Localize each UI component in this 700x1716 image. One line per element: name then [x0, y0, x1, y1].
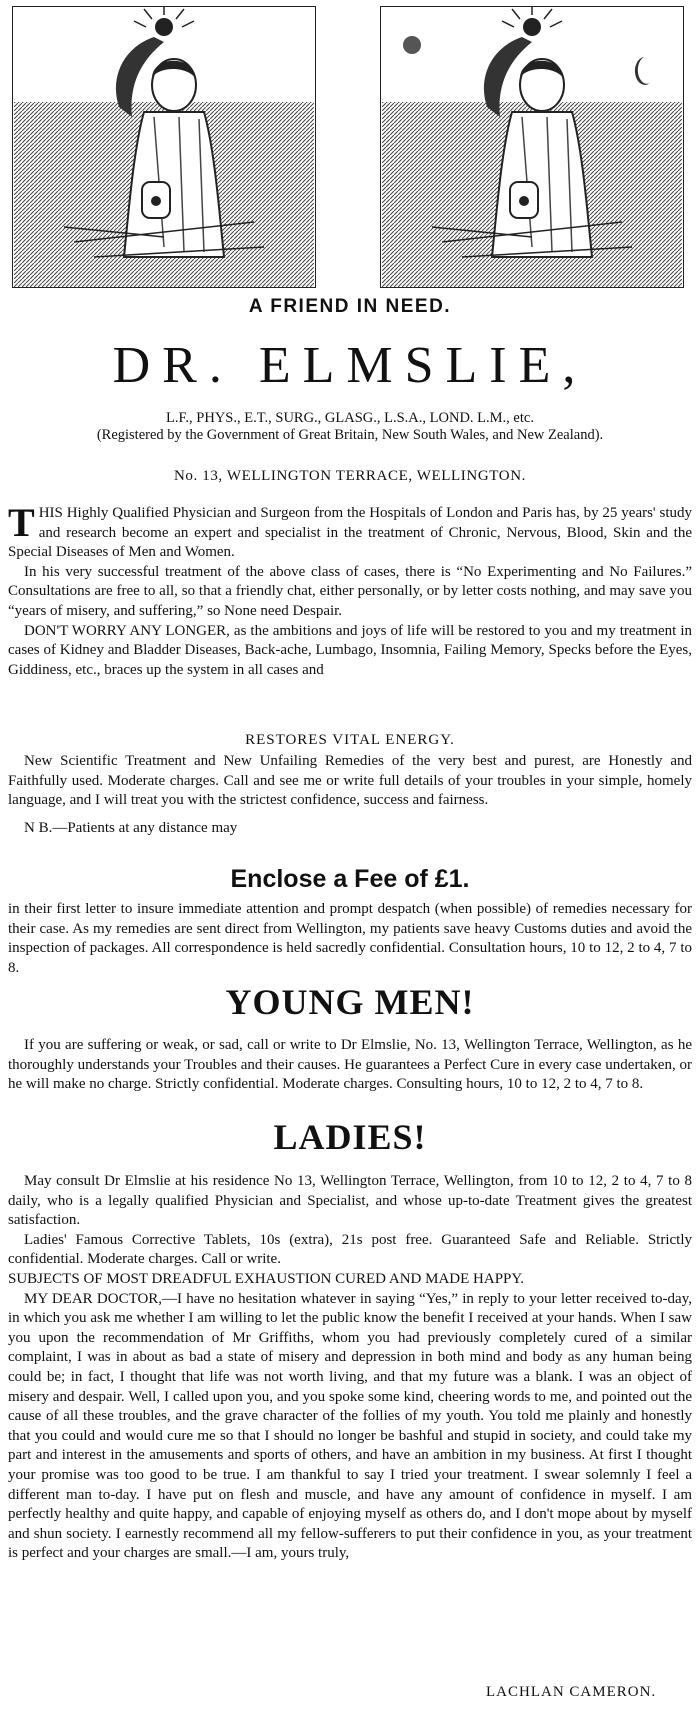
young-men-heading: YOUNG MEN!: [225, 982, 475, 1022]
intro-paragraph: [8, 500, 692, 563]
intro-text: HIS Highly Qualified Physician and Surgeon from the Hospitals of London and Paris has, by 25 years' study and research become an expert and specialist in the treatment of Chronic, Nervous, Blood, Skin and the Special Diseases of Men and Women.: [8, 505, 692, 561]
young-men-section: [8, 1036, 692, 1095]
drop-cap: T: [8, 500, 35, 545]
address-line: No. 13, WELLINGTON TERRACE, WELLINGTON.: [174, 468, 526, 484]
credentials-line: L.F., PHYS., E.T., SURG., GLASG., L.S.A., LOND. L.M., etc.: [166, 410, 534, 426]
signature: LACHLAN CAMERON.: [486, 1684, 657, 1700]
intro-section: [8, 500, 692, 680]
fee-paragraph: in their first letter to insure immediate attention and prompt despatch (when possible) of remedies necessary for their case. As my remedies are sent direct from Wellington, my patients save heavy Customs duties and avoid the inspection of packages. All correspondence is held sacredly confidential. Consultation hours, 10 to 12, 2 to 4, 7 to 8.: [8, 901, 692, 976]
nb-paragraph: N B.—Patients at any distance may: [24, 819, 238, 836]
friend-in-need-heading: A FRIEND IN NEED.: [248, 296, 452, 317]
ladies-paragraph: May consult Dr Elmslie at his residence No 13, Wellington Terrace, Wellington, from 10 to 12, 2 to 4, 7 to 8 daily, who is a legally qualified Physician and Specialist, and whose up-to-date Treatment gives the greatest satisfaction.: [8, 1173, 692, 1229]
registration-line: (Registered by the Government of Great Britain, New South Wales, and New Zealand).: [96, 427, 604, 443]
credentials-block: [30, 410, 670, 444]
fee-section: [8, 900, 692, 978]
scientific-paragraph: New Scientific Treatment and New Unfailing Remedies of the very best and purest, are Honestly and Faithfully used. Moderate charges. Call and see me or write full details of your troubles in your simple, homely language, and I will treat you with the strictest confidence, success and fairness.: [8, 753, 692, 809]
worry-paragraph: DON'T WORRY ANY LONGER, as the ambitions and joys of life will be restored to you and my treatment in cases of Kidney and Bladder Diseases, Back-ache, Lumbago, Insomnia, Failing Memory, Specks before the Eyes, Giddiness, etc., braces up the system in all cases and: [8, 622, 692, 678]
ladies-section: [8, 1172, 692, 1564]
restores-vital-energy: RESTORES VITAL ENERGY.: [245, 732, 455, 748]
fee-heading: Enclose a Fee of £1.: [230, 865, 470, 893]
illustration-woman-right: [380, 6, 684, 288]
young-men-paragraph: If you are suffering or weak, or sad, call or write to Dr Elmslie, No. 13, Wellington Terrace, Wellington, as he thoroughly understands your Troubles and their causes. He guarantees a Perfect Cure in every case undertaken, or he will make no charge. Strictly confidential. Moderate charges. Consulting hours, 10 to 12, 2 to 4, 7 to 8.: [8, 1037, 692, 1093]
tablets-paragraph: Ladies' Famous Corrective Tablets, 10s (extra), 21s post free. Guaranteed Safe and Reliable. Strictly confidential. Moderate charges. Call or write.: [8, 1231, 692, 1268]
success-paragraph: In his very successful treatment of the above class of cases, there is “No Experimenting and No Failures.” Consultations are free to all, so that a friendly chat, either personally, or by letter costs nothing, and may save you “years of misery, and suffering,” so None need Despair.: [8, 563, 692, 619]
woman-torch-illustration: [13, 7, 315, 287]
illustration-woman-left: [12, 6, 316, 288]
ladies-heading: LADIES!: [273, 1117, 427, 1157]
subjects-line: SUBJECTS OF MOST DREADFUL EXHAUSTION CURED AND MADE HAPPY.: [8, 1270, 525, 1287]
woman-torch-illustration-2: [381, 7, 683, 287]
testimonial-letter: MY DEAR DOCTOR,—I have no hesitation whatever in saying “Yes,” in reply to your letter received to-day, in which you ask me whether I am willing to let the public know the benefit I received at your hands. When I saw you upon the recommendation of Mr Griffiths, whom you had previously completely cured of a similar complaint, I was in about as bad a state of misery and depression in both mind and body as any human being could be; in fact, I thought that life was not worth living, and that my future was a blank. I was an object of misery and despair. Well, I called upon you, and you spoke some kind, cheering words to me, and pointed out the cause of all these troubles, and the grave character of the follies of my youth. You told me plainly and honestly that you could and would cure me so that I should no longer be bashful and stupid in society, and could take my part and interest in the amusements and sports of others, and have an ambition in my business. At first I thought your promise was too good to be true. I am thankful to say I tried your treatment. I swear solemnly I feel a different man to-day. I have put on flesh and muscle, and have any amount of confidence in myself. I am perfectly healthy and quite happy, and capable of enjoying myself as others do, and I don't mope about by myself and shun society. I earnestly recommend all my fellow-sufferers to put their confidence in you, as your treatment is perfect and your charges are small.—I am, yours truly,: [8, 1290, 692, 1562]
scientific-section: [8, 752, 692, 838]
doctor-name-heading: DR. ELMSLIE,: [112, 337, 588, 394]
